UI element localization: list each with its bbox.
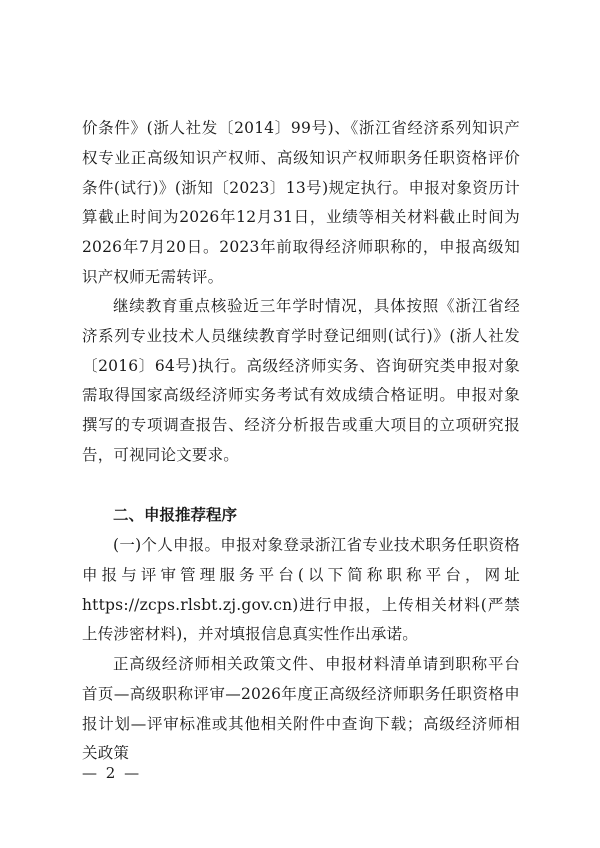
paragraph-policy-documents: 正高级经济师相关政策文件、申报材料清单请到职称平台首页—高级职称评审—2026年度正高级经济师职务任职资格申报计划—评审标准或其他相关附件中查询下载；高级经济师相关政策 (82, 655, 520, 763)
paragraph-continuing-education: 继续教育重点核验近三年学时情况，具体按照《浙江省经济系列专业技术人员继续教育学时登记细则(试行)》(浙人社发〔2016〕64号)执行。高级经济师实务、咨询研究类申报对象需取得国家高级经济师实务考试有效成绩合格证明。申报对象撰写的专项调查报告、经济分析报告或重大项目的立项研究报告，可视同论文要求。 (82, 297, 520, 464)
paragraph-evaluation-conditions: 价条件》(浙人社发〔2014〕99号)、《浙江省经济系列知识产权专业正高级知识产权师、高级知识产权师职务任职资格评价条件(试行)》(浙知〔2023〕13号)规定执行。申报对象资历计算截止时间为2026年12月31日，业绩等相关材料截止时间为2026年7月20日。2023年前取得经济师职称的，申报高级知识产权师无需转评。 (82, 119, 520, 286)
page-number: — 2 — (82, 764, 142, 782)
paragraph-individual-application: (一)个人申报。申报对象登录浙江省专业技术职务任职资格申报与评审管理服务平台(以下简称职称平台，网址https://zcps.rlsbt.zj.gov.cn)进行申报，上传相关材料(严禁上传涉密材料)，并对填报信息真实性作出承诺。 (82, 536, 520, 644)
section-heading: 二、申报推荐程序 (113, 506, 238, 524)
